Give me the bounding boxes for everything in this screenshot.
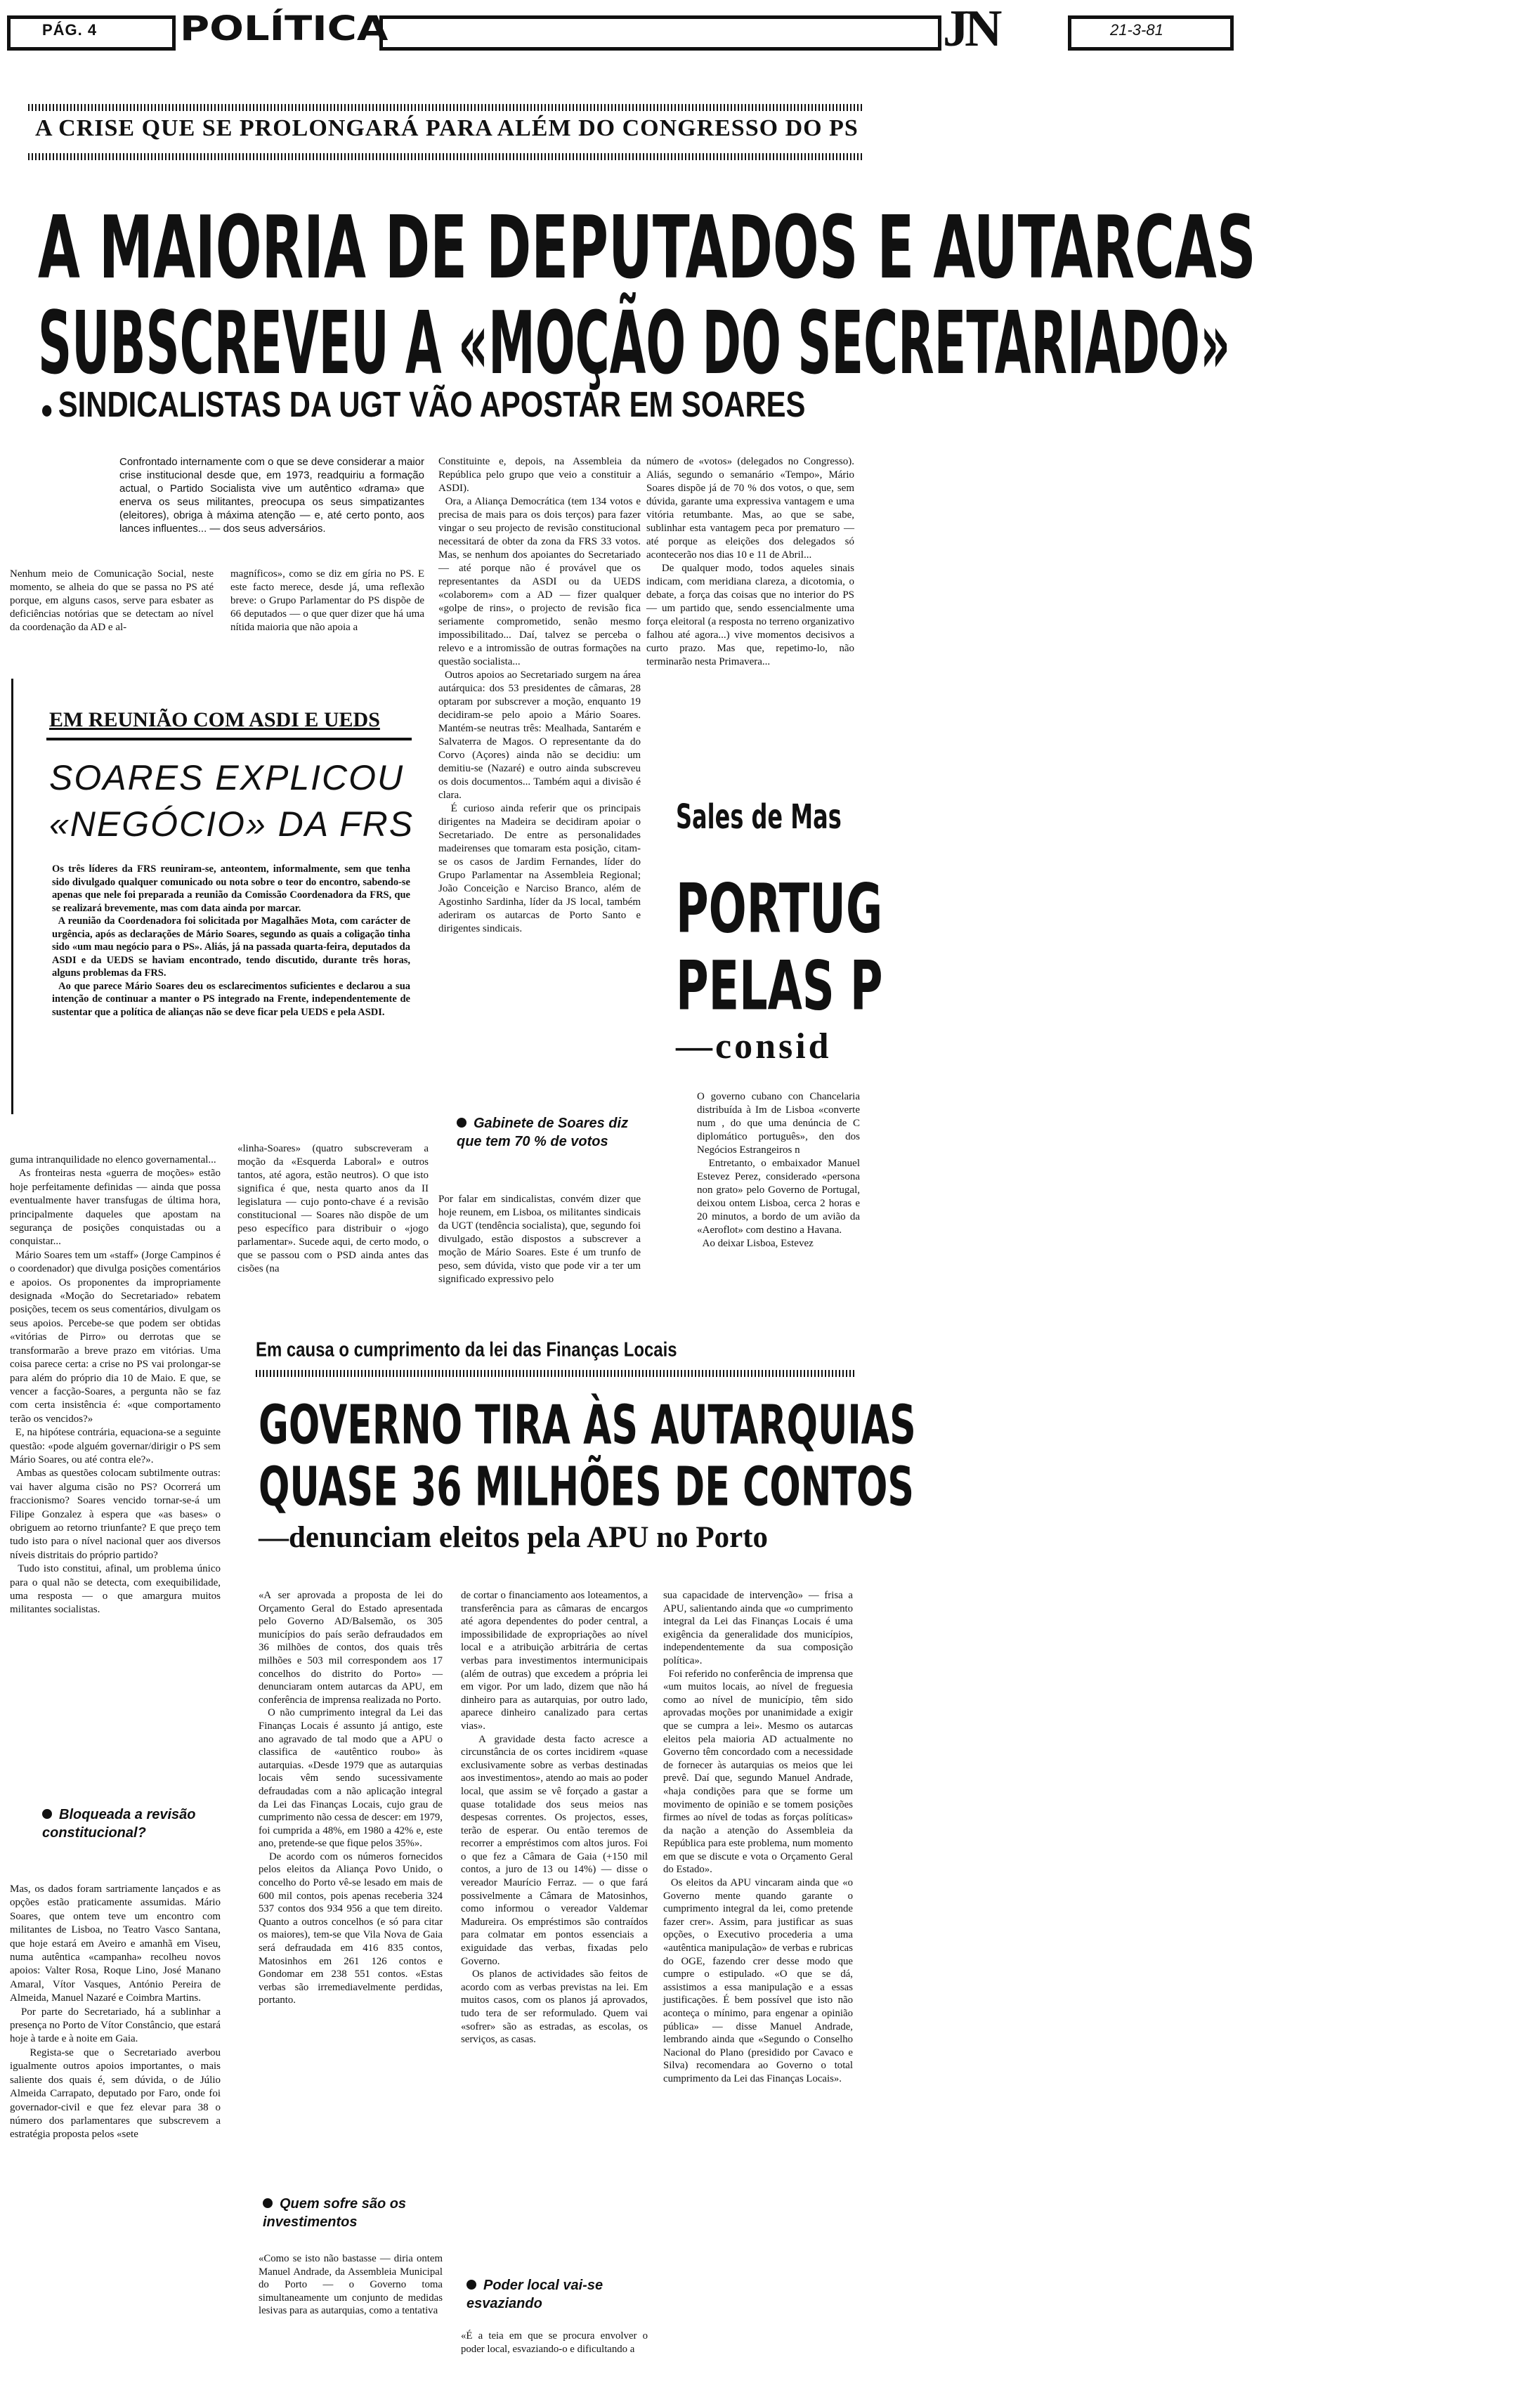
main-col-c: Constituinte e, depois, na Assembleia da República pelo grupo que veio a constituir a ASDI). Ora, a Aliança Democrática (tem 134 votos e precisa de mais para os dois terços) para fazer vingar o seu projecto de revisão constitucional necessitará de obter da zona da FRS 33 votos. Mas, se nenhum dos apoiantes do Secretariado — até porque não é provável que os representantes da ASDI ou da UEDS «colaborem» com a AD — fizer qualquer «golpe de rins», o projecto de revisão fica seriamente comprometido, senão mesmo impossibilitado... Daí, talvez se perceba o relevo e a intromissão de outras formações na questão socialista... Outros apoios ao Secretariado surgem na área autárquica: dos 53 presidentes de câmaras, 28 optaram por subscrever a moção, enquanto 19 decidiram-se pelo apoio a Mário Soares. Mantém-se neutras três: Mealhada, Santarém e Salvaterra de Magos. O representante da do Corvo (Açores) ainda não se decidiu: um demitiu-se (Nazaré) e outro ainda subscreveu os dois documentos... Também aqui a divisão é clara. É curioso ainda referir que os principais dirigentes na Madeira se decidiram apoiar o Secretariado. De entre as personalidades madeirenses que tomaram esta posição, citam-se os casos de Jardim Fernandes, líder do Grupo Parlamentar na Assembleia Regional; João Conceição e Narciso Branco, além de Agostinho Sardinha, líder da JS local, também aderiram os autarcas de Porto Santo e dirigentes sindicais. — [438, 456, 641, 934]
box-story-kicker: EM REUNIÃO COM ASDI E UEDS — [49, 708, 380, 731]
kicker-rule-bottom — [28, 153, 864, 160]
cuba-body: O governo cubano con Chancelaria distribuída à Im de Lisboa «converte num , do que uma denúncia de C diplomático português», den dos Negócios Estrangeiros n Entretanto, o embaixador Manuel Estevez Perez, considerado «persona non grato» pelo Governo de Portugal, deixou ontem Lisboa, cerca 2 horas e 20 minutos, a bordo de um avião da «Aeroflot» com destino a Havana. Ao deixar Lisboa, Estevez — [697, 1091, 860, 1249]
cuba-headline-1: PORTUG — [676, 870, 883, 948]
side-heading-soares-text: Gabinete de Soares diz que tem 70 % de votos — [457, 1116, 629, 1149]
main-col-b: magníficos», como se diz em gíria no PS. E este facto merece, desde já, uma reflexão breve: o Grupo Parlamentar do PS dispõe de 66 deputados — o que quer dizer que há uma nítida maioria que não apoia a — [230, 568, 427, 633]
cuba-sub: —consid — [676, 1026, 832, 1066]
main-subhead — [42, 385, 805, 426]
box-story-body: Os três líderes da FRS reuniram-se, anteontem, informalmente, sem que tenha sido divulgado qualquer comunicado ou nota sobre o teor do encontro, sabendo-se apenas que nele foi preparada a reunião da Comissão Coordenadora da FRS, que se realizará brevemente, mas com data ainda por marcar. A reunião da Coordenadora foi solicitada por Magalhães Mota, com carácter de urgência, após as declarações de Mário Soares, segundo as quais a coligação tinha sido «um mau negócio para o PS». Aliás, já na passada quarta-feira, deputados da ASDI e da UEDS se haviam encontrado, tendo discutido, durante três horas, alguns problemas da FRS. Ao que parece Mário Soares deu os esclarecimentos suficientes e declarou a sua intenção de continuar a manter o PS integrado na Frente, independentemente de sustentar que a política de alianças não se deve ficar pela UEDS e pela ASDI. — [52, 863, 411, 1018]
side-heading-soares — [457, 1114, 646, 1151]
finance-col-2b: «É a teia em que se procura envolver o poder local, esvaziando-o e dificultando a — [461, 2330, 651, 2355]
finance-col-1: «A ser aprovada a proposta de lei do Orçamento Geral do Estado apresentada pelo Governo AD/Balsemão, os 305 municípios do país serão defraudados em 36 milhões de contos, dos quais três milhões e 503 mil correspondem aos 17 concelhos do distrito do Porto» — denunciaram ontem autarcas da APU, em conferência de imprensa realizada no Porto. O não cumprimento integral da Lei das Finanças Locais é assunto já antigo, este ano agravado de tal modo que a APU o classifica de «autêntico roubo» às autarquias. «Desde 1979 que as autarquias locais vêm sendo sucessivamente defraudadas com a não aplicação integral da Lei das Finanças Locais, cujo grau de cumprimento não cessa de descer: em 1979, foi cumprida a 48%, em 1980 a 42% e, este ano, pretende-se que fique pelos 35%». De acordo com os números fornecidos pelos eleitos da Aliança Povo Unido, o concelho do Porto vê-se lesado em mais de 600 mil contos, pois apenas receberia 324 537 contos dos 934 956 a que tem direito. Quanto a outros concelhos (e só para citar os maiores), tem-se que Vila Nova de Gaia será defraudada em 416 835 contos, Matosinhos em 261 126 contos e Gondomar em 238 551 contos. «Estas verbas são irremediavelmente perdidas, portanto. — [259, 1590, 443, 2006]
finance-side-heading-1 — [263, 2195, 438, 2231]
header-rule-box — [379, 15, 941, 51]
finance-headline-2: QUASE 36 MILHÕES DE CONTOS — [259, 1455, 915, 1519]
main-col-h: Mas, os dados foram sartriamente lançados e as opções estão praticamente assumidas. Mário Soares, que ontem teve um encontro com militantes de Lisboa, no Teatro Vasco Santana, que hoje estará em Aveiro e amanhã em Viseu, numa autêntica «campanha» recolheu novos apoios: Valter Rosa, Roque Lino, José Manano Amaral, Vítor Vasques, António Pereira de Almeida, Manuel Nazaré e Coimbra Martins. Por parte do Secretariado, há a sublinhar a presença no Porto de Vítor Constâncio, que estará hoje à tarde e à noite em Gaia. Regista-se que o Secretariado averbou igualmente outros apoios importantes, o mais saliente dos quais é, sem dúvida, o de Júlio Almeida Carrapato, deputado por Faro, onde foi governador-civil e que fez elevar para 38 o número dos parlamentares que subscrevem a estratégia proposta pelos «sete — [10, 1883, 221, 2141]
finance-col-1b: «Como se isto não bastasse — diria ontem Manuel Andrade, da Assembleia Municipal do Porto — o Governo toma simultaneamente um conjunto de medidas lesivas para as autarquias, como a tentativa — [259, 2253, 445, 2317]
section-title: POLÍTICA — [180, 8, 389, 48]
main-col-f: «linha-Soares» (quatro subscreveram a moção da «Esquerda Laboral» e outros tantos, até agora, estão neutros). O que isto significa é que, nesta quarto anos da II legislatura — cujo ponto-chave é a revisão constitucional — Soares não dispõe de um peso específico para distribuir o «jogo parlamentar». Sucede aqui, de certo modo, o que se passou com o PSD ainda antes das cisões (na — [237, 1143, 431, 1274]
finance-side-heading-2 — [466, 2276, 642, 2313]
main-col-a: Nenhum meio de Comunicação Social, neste momento, se alheia do que se passa no PS até porque, em alguns casos, serve para esbater as deficiências notórias que se detectam ao nível da coordenação da AD e al- — [10, 568, 216, 633]
side-heading-revisao — [42, 1806, 225, 1842]
finance-col-2: de cortar o financiamento aos loteamentos, a transferência para as câmaras de encargos até agora dependentes do poder central, a impossibilidade de expropriações ao nível local e a atribuição arbitrária de certas verbas para investimentos intermunicipais (além de outras) que excedem a própria lei em vigor. Por um lado, dizem que não há dinheiro para as autarquias, por outro lado, aparece dinheiro canalizado para certas vias». A gravidade desta facto acresce a circunstância de os cortes incidirem «quase exclusivamente sobre as verbas destinadas aos investimentos», atendo ao mais ao poder local, que assim se vê forçado a gastar a quase totalidade dos seus meios nas despesas correntes. Os projectos, esses, terão de esperar. Ou então teremos de recorrer a empréstimos com altos juros. Foi o que fez a Câmara de Gaia (+150 mil contos, a juro de 13 ou 14%) — disse o vereador Maurício Ferraz. — o que fará possivelmente a Câmara de Matosinhos, como informou o vereador Valdemar Madureira. Os empréstimos são contraídos para colmatar em pontos essenciais a exiguidade das verbas, fixadas pelo Governo. Os planos de actividades são feitos de acordo com as verbas previstas na lei. Em muitos casos, com os planos já aprovados, tudo tera de ser reformulado. Quem vai «sofrer» são as estradas, as escolas, os serviços, as casas. — [461, 1590, 648, 2046]
bullet-icon — [42, 1809, 52, 1819]
bullet-icon — [457, 1118, 466, 1128]
bullet-icon — [466, 2280, 476, 2290]
bullet-icon — [263, 2198, 273, 2208]
finance-headline-1: GOVERNO TIRA ÀS AUTARQUIAS — [259, 1393, 916, 1457]
finance-side-heading-2-text: Poder local vai-se esvaziando — [466, 2278, 603, 2311]
bullet-icon — [42, 405, 51, 417]
finance-side-heading-1-text: Quem sofre são os investimentos — [263, 2196, 407, 2230]
finance-sub: —denunciam eleitos pela APU no Porto — [259, 1521, 768, 1554]
main-headline-2: SUBSCREVEU A «MOÇÃO DO SECRETARIADO» — [38, 292, 1231, 394]
finance-kicker: Em causa o cumprimento da lei das Finanças Locais — [256, 1338, 677, 1361]
main-headline-1: A MAIORIA DE DEPUTADOS E AUTARCAS — [38, 197, 1256, 299]
main-col-e: guma intranquilidade no elenco governamental... As fronteiras nesta «guerra de moções» estão hoje perfeitamente definidas — ainda que possa eventualmente haver transfugas de última hora, principalmente daqueles que apostam na segurança de posições conquistadas ou a conquistar... Mário Soares tem um «staff» (Jorge Campinos é o coordenador) que divulga posições comentários e apoios. Os proponentes da impropriamente designada «Moção do Secretariado» rebatem posições, tecem os seus comentários, divulgam os seus apoios. Percebe-se que podem ser obtidas «vitórias de Pirro» ou derrotas que se transformarão a breve prazo em vitórias. Uma coisa parece certa: a crise no PS vai prolongar-se para além do próprio dia 10 de Maio. E que, se vencer a facção-Soares, a pergunta não se faz com certa insistência é: «que comportamento terão os vencidos?» E, na hipótese contrária, equaciona-se a seguinte questão: «pode alguém governar/dirigir o PS sem Mário Soares, ou até contra ele?». Ambas as questões colocam subtilmente outras: vai haver alguma cisão no PS? Ocorrerá um fraccionismo? Soares vencido tornar-se-á um Filipe Gonzalez à espera que «as bases» o obriguem ao retorno triunfante? E que preço tem tudo isto para o nível nacional quer aos diversos níveis distritais do próprio partido? Tudo isto constitui, afinal, um problema único para o qual não se detecta, com exequibilidade, uma resposta — o que amargura muitos militantes socialistas. — [10, 1154, 221, 1616]
kicker-rule-top — [28, 104, 864, 111]
main-col-d: número de «votos» (delegados no Congresso). Aliás, segundo o semanário «Tempo», Mário Soares dispõe já de 70 % dos votos, o que, sem dúvida, garante uma expressiva vantagem e uma vitória retumbante. Mas, ao que se sabe, sublinhar esta vantagem peca por prematuro — até porque as eleições dos delegados só acontecerão nos dias 10 e 11 de Abril... De qualquer modo, todos aqueles sinais indicam, com meridiana clareza, a dicotomia, o debate, a força das coisas que no interior do PS — um partido que, sendo essencialmente uma força eleitoral (a resposta no terreno organizativo falhou até agora...) vive momentos decisivos a curto prazo. Mas que, repetimo-lo, não terminarão nesta Primavera... — [646, 456, 854, 667]
page-label: PÁG. 4 — [42, 21, 98, 39]
cuba-kicker: Sales de Mas — [676, 798, 842, 837]
main-kicker: A CRISE QUE SE PROLONGARÁ PARA ALÉM DO CONGRESSO DO PS — [35, 115, 859, 141]
side-heading-revisao-text: Bloqueada a revisão constitucional? — [42, 1807, 196, 1841]
box-kicker-rule — [46, 738, 412, 740]
cuba-headline-2: PELAS P — [676, 947, 883, 1026]
main-subhead-text: SINDICALISTAS DA UGT VÃO APOSTAR EM SOARES — [58, 385, 806, 425]
finance-rule — [256, 1370, 854, 1377]
box-story-headline: SOARES EXPLICOU «NEGÓCIO» DA FRS — [49, 758, 415, 844]
main-col-g: Por falar em sindicalistas, convém dizer que hoje reunem, em Lisboa, os militantes sindicais da UGT (tendência socialista), que, segundo foi divulgado, estão dispostos a subscrever a moção de Mário Soares. Este é um trunfo de peso, sem dúvida, visto que pode vir a ter um significado expressivo pelo — [438, 1194, 644, 1285]
jn-logo: JN — [943, 0, 998, 58]
main-lead: Confrontado internamente com o que se deve considerar a maior crise institucional desde que, em 1973, readquiriu a formação actual, o Partido Socialista vive um autêntico «drama» que enerva os seus militantes, preocupa os seus simpatizantes (eleitores), obriga à máxima atenção — e, até certo ponto, aos lances influentes... — dos seus adversários. — [119, 456, 424, 535]
finance-col-3: sua capacidade de intervenção» — frisa a APU, salientando ainda que «o cumprimento integral da Lei das Finanças Locais é uma exigência da generalidade dos municípios, independentemente da sua composição política». Foi referido no conferência de imprensa que «um muitos locais, ao nível de freguesia como ao nível de município, têm sido aprovadas moções por unanimidade a exigir que se cumpra a lei». Mesmo os autarcas eleitos pela maioria AD actualmente no Governo têm concordado com a necessidade de fornecer às autarquias os meios que lei prevê. Daí que, segundo Manuel Andrade, «haja condições para que se forme um movimento de opinião e se tomem posições firmes ao nível de todas as forças políticas» da nação a atenção do Assembleia da República para este problema, num momento em que se discute e vota o Orçamento Geral do Estado». Os eleitos da APU vincaram ainda que «o Governo mente quando garante o cumprimento integral da lei, como pretende fazer crer». Assim, para justificar as suas opções, o Executivo procederia a uma «autêntica manipulação» de verbas e rubricas do OGE, fazendo crer desse modo que cumpre o estipulado. «O que se dá, assistimos a essa manipulação e a essas justificações. É bem possível que isto não aconteça o mínimo, para engenar a opinião pública» — disse Manuel Andrade, lembrando ainda que «Segundo o Conselho Nacional do Plano (presidido por Cavaco e Silva) recomendara ao Governo o total cumprimento da Lei das Finanças Locais». — [663, 1590, 853, 2084]
page-date: 21-3-81 — [1110, 21, 1163, 39]
